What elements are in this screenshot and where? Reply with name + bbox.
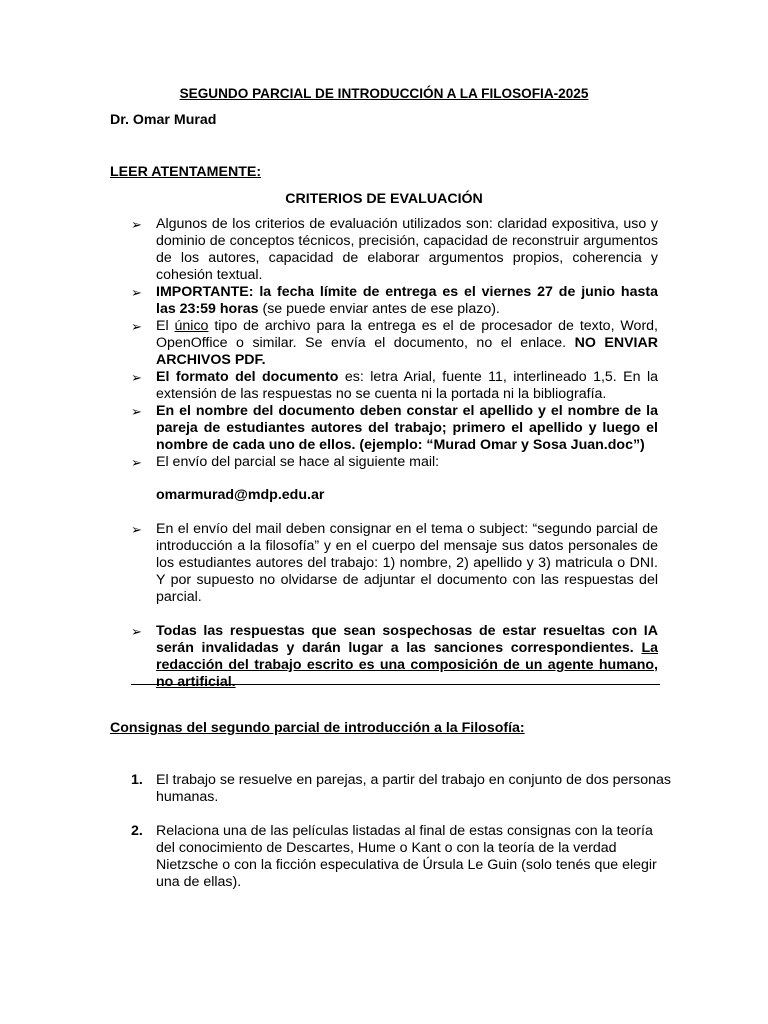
arrow-bullet-icon: ➢ <box>131 285 142 300</box>
item-text: El trabajo se resuelve en parejas, a partir del trabajo en conjunto de dos personas humanas. <box>156 772 672 805</box>
no-pdf-warning: NO ENVIAR ARCHIVOS PDF. <box>156 335 658 368</box>
item-number: 1. <box>131 772 143 788</box>
item-text: Relaciona una de las películas listadas al final de estas consignas con la teoría del conocimiento de Descartes, Hume o Kant o con la teoría de la verdad Nietzsche o con la ficción especulativa de Úrsula Le Guin (solo tenés que elegir una de ellas). <box>156 823 657 890</box>
deadline-note: (se puede enviar antes de ese plazo). <box>258 301 500 317</box>
criteria-item <box>131 521 658 606</box>
criteria-text: Algunos de los criterios de evaluación utilizados son: claridad expositiva, uso y dominio de conceptos técnicos, precisión, capacidad de reconstruir argumentos de los autores, capacidad de elaborar argumentos propios, coherencia y cohesión textual. <box>156 216 658 283</box>
leer-heading: LEER ATENTAMENTE: <box>110 164 262 180</box>
criteria-item <box>131 216 658 284</box>
file-type-pre: El <box>156 318 175 334</box>
file-type-underline: único <box>174 318 209 334</box>
horizontal-divider <box>131 684 660 685</box>
contact-email[interactable]: omarmurad@mdp.edu.ar <box>156 487 325 503</box>
criteria-item <box>131 284 658 318</box>
email-intro: El envío del parcial se hace al siguiente mail: <box>156 454 440 470</box>
arrow-bullet-icon: ➢ <box>131 522 142 537</box>
document-title: SEGUNDO PARCIAL DE INTRODUCCIÓN A LA FILOSOFIA-2025 <box>179 86 589 101</box>
criteria-item <box>131 403 658 454</box>
spacer <box>131 606 658 623</box>
item-number: 2. <box>131 823 143 839</box>
arrow-bullet-icon: ➢ <box>131 319 142 334</box>
criteria-item <box>131 454 658 504</box>
arrow-bullet-icon: ➢ <box>131 624 142 639</box>
consigna-item <box>131 772 671 806</box>
criteria-item <box>131 623 658 691</box>
arrow-bullet-icon: ➢ <box>131 455 142 470</box>
consignas-list <box>131 772 671 908</box>
human-authorship-note: La redacción del trabajo escrito es una composición de un agente humano, no artificial. <box>156 640 658 690</box>
consigna-item <box>131 823 671 891</box>
subject-instructions: En el envío del mail deben consignar en el tema o subject: “segundo parcial de introducción a la filosofía” y en el cuerpo del mensaje sus datos personales de los estudiantes autores del trabajo: 1) nombre, 2) apellido y 3) matricula o DNI. Y por supuesto no olvidarse de adjuntar el documento con las respuestas del parcial. <box>156 521 658 605</box>
consignas-heading: Consignas del segundo parcial de introducción a la Filosofía: <box>110 720 525 736</box>
ai-warning: Todas las respuestas que sean sospechosas de estar resueltas con IA serán invalidadas y darán lugar a las sanciones correspondientes. <box>156 623 658 656</box>
important-label: IMPORTANTE <box>156 284 249 300</box>
author-name: Dr. Omar Murad <box>110 112 217 128</box>
criterios-heading: CRITERIOS DE EVALUACIÓN <box>285 191 483 207</box>
criteria-item <box>131 318 658 369</box>
format-label: El formato del documento <box>156 369 339 385</box>
arrow-bullet-icon: ➢ <box>131 370 142 385</box>
criteria-list <box>131 216 658 691</box>
arrow-bullet-icon: ➢ <box>131 404 142 419</box>
criteria-item <box>131 369 658 403</box>
filename-rule: En el nombre del documento deben constar el apellido y el nombre de la pareja de estudiantes autores del trabajo; primero el apellido y luego el nombre de cada uno de ellos. (ejemplo: “Murad Omar y Sosa Juan.doc”) <box>156 403 658 453</box>
arrow-bullet-icon: ➢ <box>131 217 142 232</box>
file-type-text: tipo de archivo para la entrega es el de procesador de texto, Word, OpenOffice o similar. Se envía el documento, no el enlace. <box>156 318 658 351</box>
format-text: es: letra Arial, fuente 11, interlineado 1,5. En la extensión de las respuestas no se cuenta ni la portada ni la bibliografía. <box>156 369 658 402</box>
deadline-text: : la fecha límite de entrega es el viernes 27 de junio hasta las 23:59 horas <box>156 284 658 317</box>
